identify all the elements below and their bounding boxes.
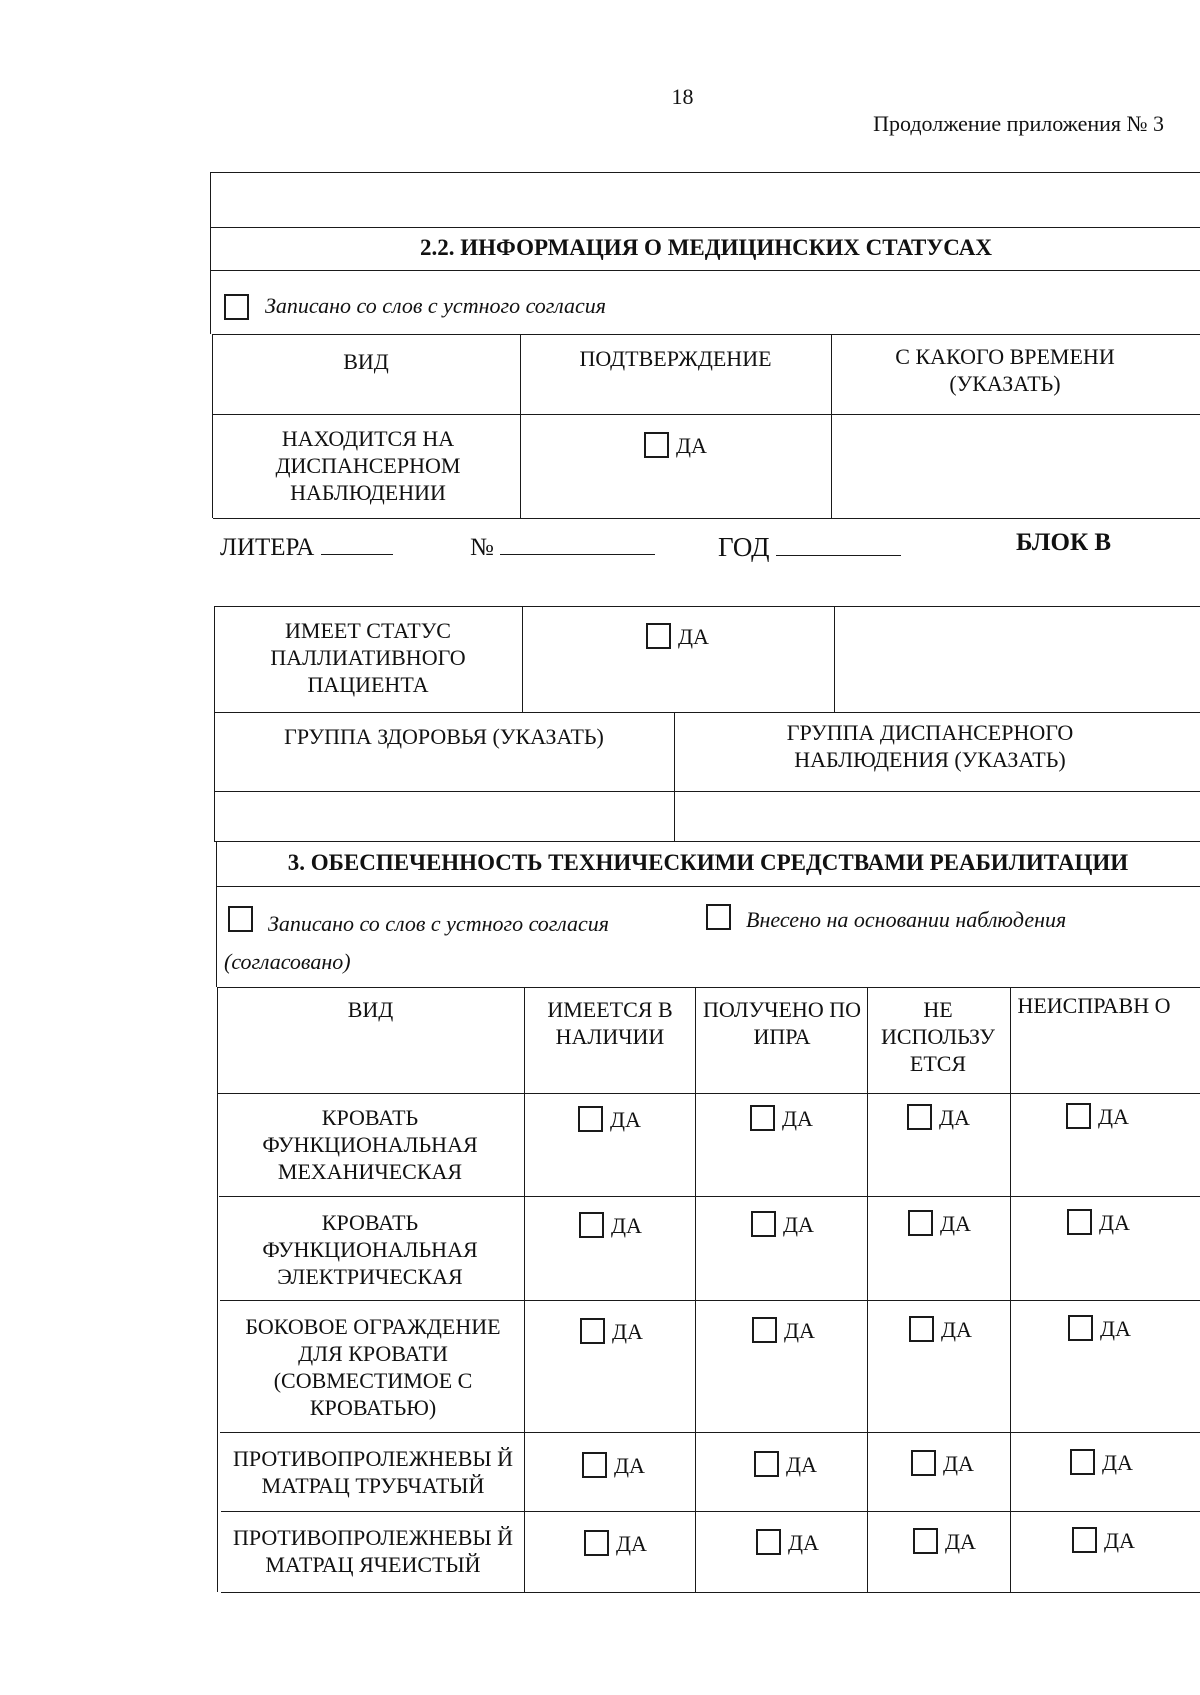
row-label-dispensary: НАХОДИТСЯ НА ДИСПАНСЕРНОМ НАБЛЮДЕНИИ (275, 426, 461, 505)
bed-rail-ipra-checkbox[interactable] (752, 1317, 777, 1343)
col-header-faulty: НЕИСПРАВН О (1017, 993, 1171, 1018)
bed-elec-available-label: ДА (611, 1213, 642, 1238)
col-header-received-ipra: ПОЛУЧЕНО ПО ИПРА (703, 997, 861, 1049)
bed-rail-faulty-checkbox[interactable] (1068, 1315, 1093, 1341)
observation-checkbox[interactable] (706, 904, 731, 930)
litera-field[interactable] (321, 536, 393, 555)
bed-elec-faulty-checkbox[interactable] (1067, 1209, 1092, 1235)
mattress-tube-notused-label: ДА (943, 1451, 974, 1476)
col-header-type-2: ВИД (347, 997, 394, 1022)
mattress-cell-available-label: ДА (616, 1531, 647, 1556)
bed-mech-notused-checkbox[interactable] (907, 1104, 932, 1130)
mattress-tube-ipra-checkbox[interactable] (754, 1451, 779, 1477)
bed-elec-notused-checkbox[interactable] (908, 1210, 933, 1236)
mattress-cell-faulty-label: ДА (1104, 1528, 1135, 1553)
bed-mech-available-label: ДА (610, 1107, 641, 1132)
health-group-label: ГРУППА ЗДОРОВЬЯ (УКАЗАТЬ) (284, 724, 604, 749)
bed-rail-notused-label: ДА (941, 1317, 972, 1342)
mattress-cell-notused-label: ДА (945, 1529, 976, 1554)
mattress-tube-faulty-checkbox[interactable] (1070, 1449, 1095, 1475)
block-label: БЛОК В (1016, 529, 1112, 556)
col-header-since-when: С КАКОГО ВРЕМЕНИ (УКАЗАТЬ) (895, 344, 1115, 396)
bed-mech-faulty-label: ДА (1098, 1104, 1129, 1129)
col-header-available: ИМЕЕТСЯ В НАЛИЧИИ (547, 997, 673, 1049)
bed-elec-faulty-label: ДА (1099, 1210, 1130, 1235)
section-22-title: 2.2. ИНФОРМАЦИЯ О МЕДИЦИНСКИХ СТАТУСАХ (420, 235, 992, 260)
dispensary-group-label: ГРУППА ДИСПАНСЕРНОГО НАБЛЮДЕНИЯ (УКАЗАТЬ) (786, 720, 1074, 772)
dispensary-yes-label: ДА (676, 433, 707, 458)
mattress-cell-notused-checkbox[interactable] (913, 1528, 938, 1554)
oral-consent-checkbox-2[interactable] (228, 906, 253, 932)
row-label-bed-electric: КРОВАТЬ ФУНКЦИОНАЛЬНАЯ ЭЛЕКТРИЧЕСКАЯ (262, 1210, 478, 1289)
mattress-cell-ipra-checkbox[interactable] (756, 1529, 781, 1555)
row-label-mattress-tubular: ПРОТИВОПРОЛЕЖНЕВЫ Й МАТРАЦ ТРУБЧАТЫЙ (233, 1446, 513, 1498)
mattress-cell-faulty-checkbox[interactable] (1072, 1527, 1097, 1553)
mattress-tube-available-label: ДА (614, 1453, 645, 1478)
bed-rail-faulty-label: ДА (1100, 1316, 1131, 1341)
litera-label: ЛИТЕРА (220, 534, 315, 561)
bed-elec-ipra-label: ДА (783, 1212, 814, 1237)
oral-consent-label: Записано со слов с устного согласия (265, 293, 606, 318)
page-reference: Продолжение приложения № 3 (873, 111, 1164, 136)
mattress-cell-ipra-label: ДА (788, 1530, 819, 1555)
oral-consent-label-2-cont: (согласовано) (224, 949, 351, 974)
col-header-confirmation: ПОДТВЕРЖДЕНИЕ (579, 346, 772, 371)
mattress-cell-available-checkbox[interactable] (584, 1530, 609, 1556)
bed-rail-available-label: ДА (612, 1319, 643, 1344)
mattress-tube-notused-checkbox[interactable] (911, 1450, 936, 1476)
bed-mech-available-checkbox[interactable] (578, 1106, 603, 1132)
dispensary-yes-checkbox[interactable] (644, 432, 669, 458)
bed-rail-available-checkbox[interactable] (580, 1318, 605, 1344)
bed-elec-ipra-checkbox[interactable] (751, 1211, 776, 1237)
bed-mech-faulty-checkbox[interactable] (1066, 1103, 1091, 1129)
palliative-yes-label: ДА (678, 624, 709, 649)
bed-mech-ipra-checkbox[interactable] (750, 1105, 775, 1131)
row-label-bed-mechanical: КРОВАТЬ ФУНКЦИОНАЛЬНАЯ МЕХАНИЧЕСКАЯ (262, 1105, 478, 1184)
page-number: 18 (671, 84, 694, 109)
mattress-tube-available-checkbox[interactable] (582, 1452, 607, 1478)
section-3-title: 3. ОБЕСПЕЧЕННОСТЬ ТЕХНИЧЕСКИМИ СРЕДСТВАМИ РЕАБИЛИТАЦИИ (287, 850, 1129, 875)
bed-mech-ipra-label: ДА (782, 1106, 813, 1131)
year-label: ГОД (718, 532, 770, 562)
bed-elec-available-checkbox[interactable] (579, 1212, 604, 1238)
bed-mech-notused-label: ДА (939, 1105, 970, 1130)
bed-rail-ipra-label: ДА (784, 1318, 815, 1343)
col-header-not-used: НЕ ИСПОЛЬЗУ ЕТСЯ (880, 997, 995, 1076)
mattress-tube-faulty-label: ДА (1102, 1450, 1133, 1475)
row-label-palliative: ИМЕЕТ СТАТУС ПАЛЛИАТИВНОГО ПАЦИЕНТА (270, 618, 466, 697)
mattress-tube-ipra-label: ДА (786, 1452, 817, 1477)
oral-consent-checkbox[interactable] (224, 294, 249, 320)
row-label-mattress-cellular: ПРОТИВОПРОЛЕЖНЕВЫ Й МАТРАЦ ЯЧЕИСТЫЙ (233, 1525, 513, 1577)
col-header-type: ВИД (343, 349, 389, 374)
bed-rail-notused-checkbox[interactable] (909, 1316, 934, 1342)
number-label: № (470, 534, 494, 561)
observation-label: Внесено на основании наблюдения (746, 907, 1067, 932)
year-field[interactable] (776, 537, 901, 556)
oral-consent-label-2: Записано со слов с устного согласия (268, 911, 609, 936)
palliative-yes-checkbox[interactable] (646, 623, 671, 649)
bed-elec-notused-label: ДА (940, 1211, 971, 1236)
number-field[interactable] (500, 536, 655, 555)
row-label-bed-rail: БОКОВОЕ ОГРАЖДЕНИЕ ДЛЯ КРОВАТИ (СОВМЕСТИМОЕ С КРОВАТЬЮ) (245, 1314, 501, 1420)
